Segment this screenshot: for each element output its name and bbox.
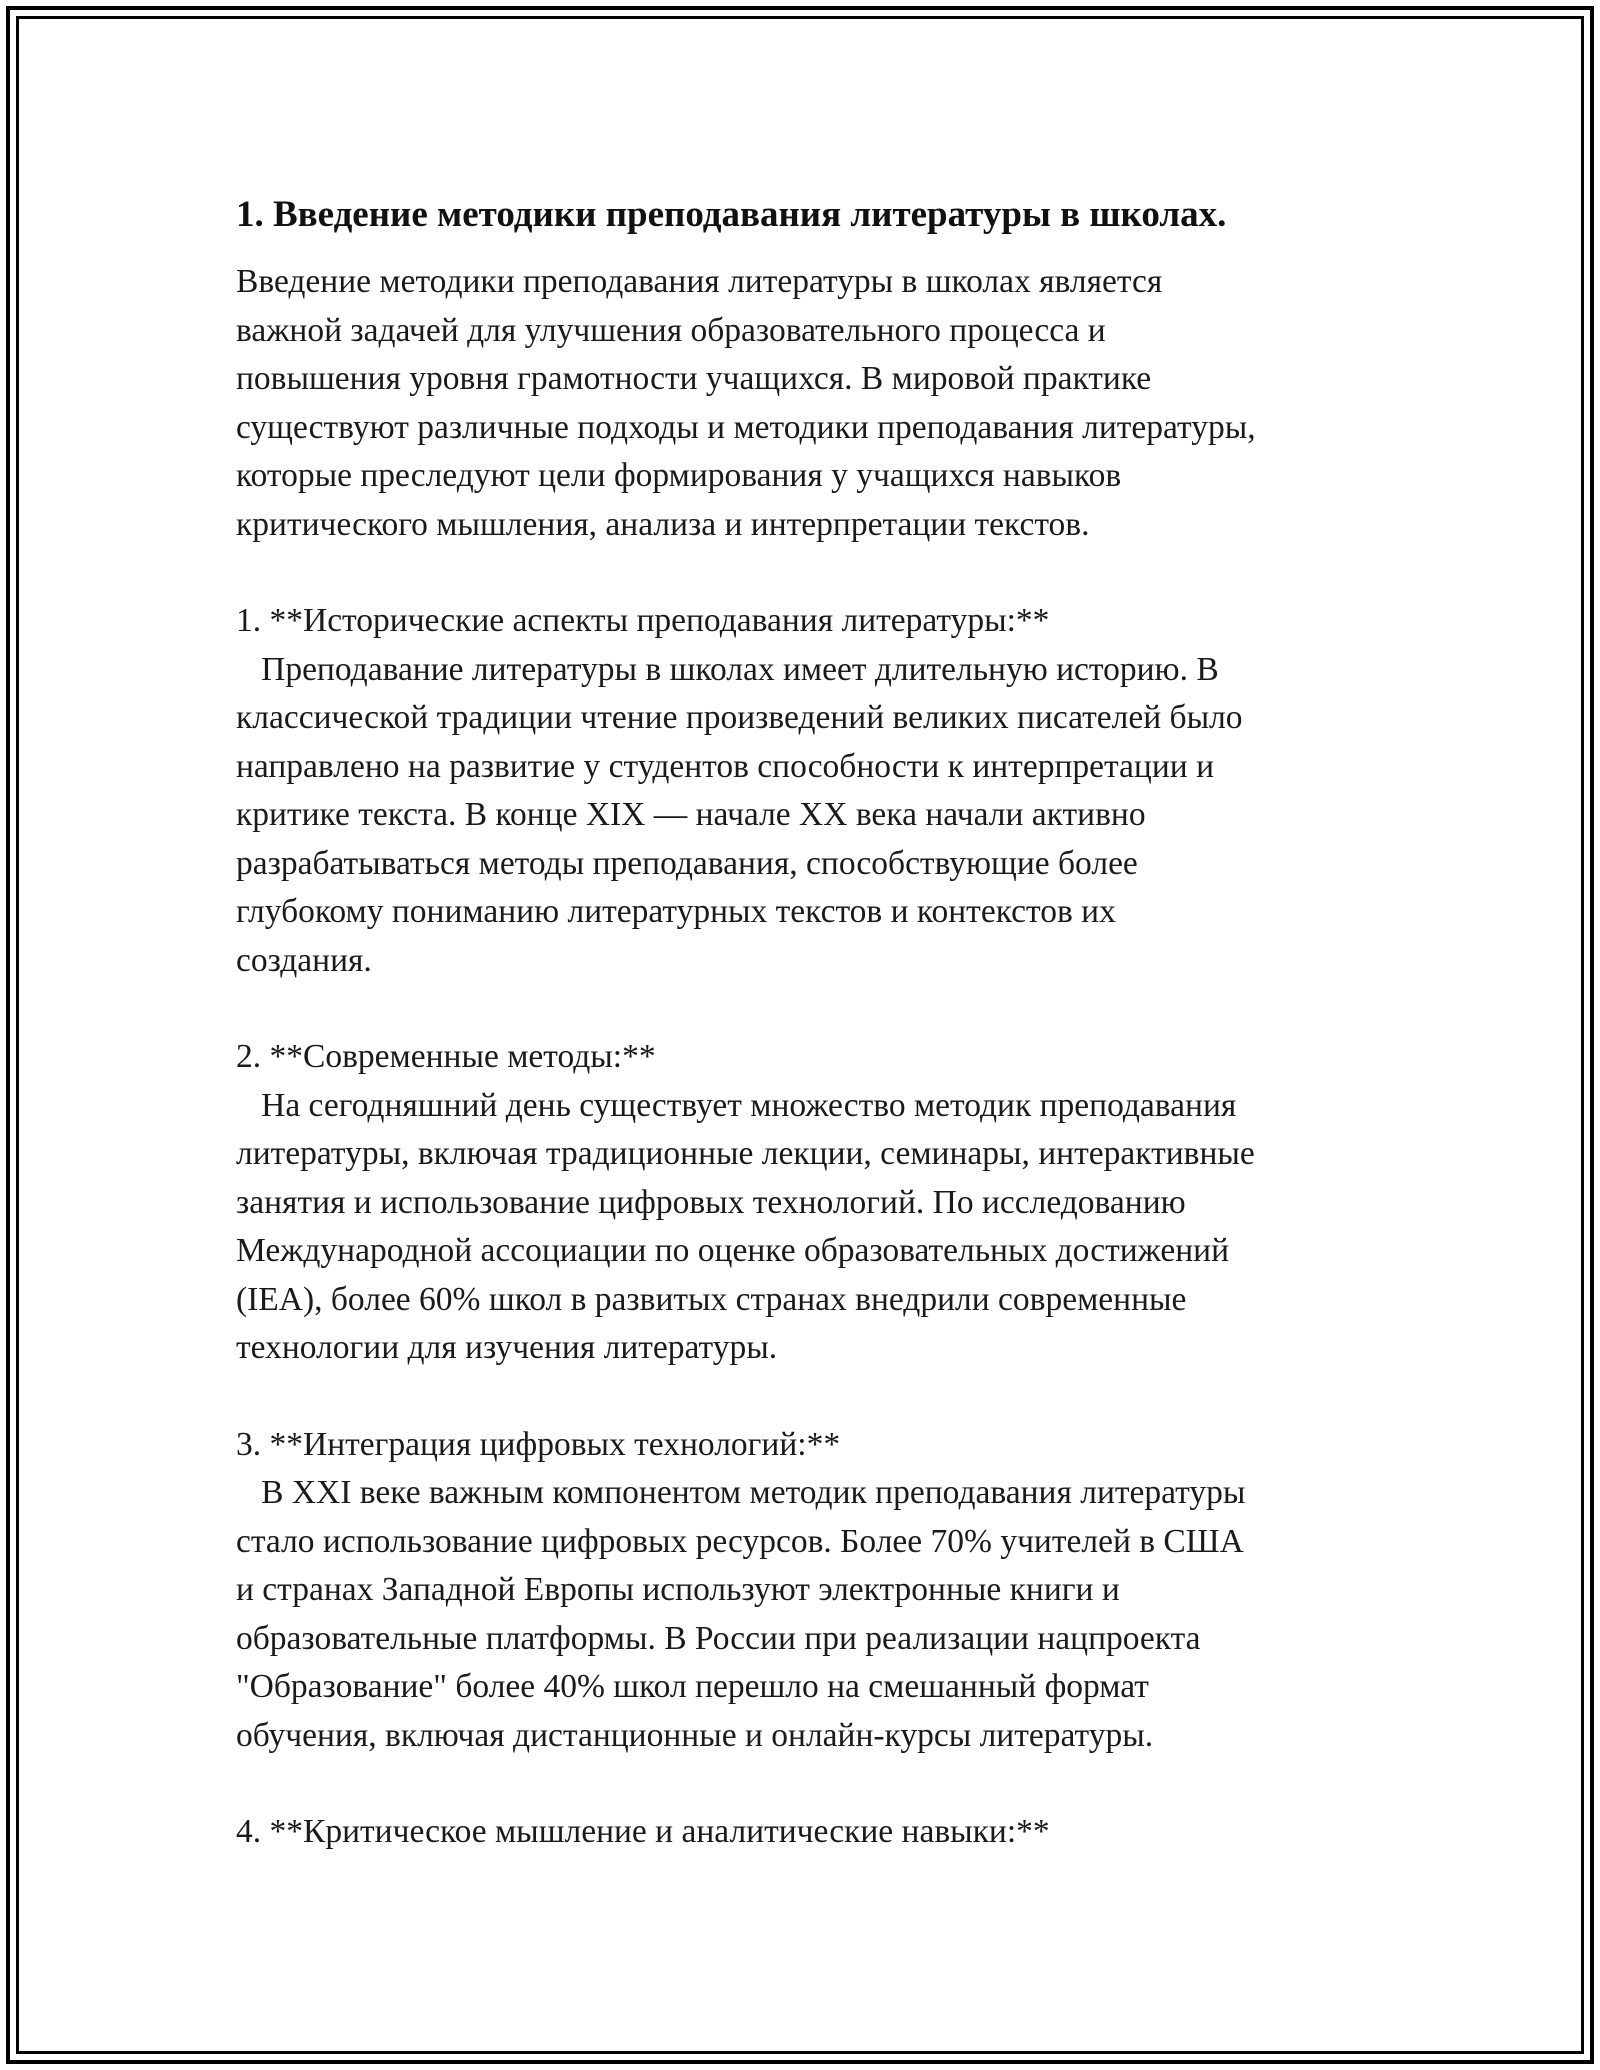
paragraph-gap bbox=[236, 1373, 1386, 1421]
text-line: Введение методики преподавания литературы в школах является bbox=[236, 263, 1163, 300]
text-line: существуют различные подходы и методики преподавания литературы, bbox=[236, 408, 1256, 446]
section-heading: 1. Введение методики преподавания литературы в школах. bbox=[236, 194, 1227, 235]
text-line: которые преследуют цели формирования у учащихся навыков bbox=[236, 457, 1122, 494]
section-title: 2. **Современные методы:** bbox=[236, 1038, 656, 1075]
text-line: технологии для изучения литературы. bbox=[236, 1329, 778, 1366]
text-line: (IEA), более 60% школ в развитых странах внедрили современные bbox=[236, 1280, 1187, 1318]
text-line: важной задачей для улучшения образовательного процесса и bbox=[236, 311, 1106, 349]
text-line: Преподавание литературы в школах имеет длительную историю. В bbox=[236, 650, 1219, 688]
section-title: 1. **Исторические аспекты преподавания литературы:** bbox=[236, 602, 1050, 639]
text-line: литературы, включая традиционные лекции, семинары, интерактивные bbox=[236, 1135, 1255, 1172]
paragraph-gap bbox=[236, 549, 1386, 597]
intro-paragraph bbox=[236, 258, 1386, 549]
text-line: глубокому пониманию литературных текстов и контекстов их bbox=[236, 893, 1116, 930]
text-line: направлено на развитие у студентов способности к интерпретации и bbox=[236, 747, 1214, 785]
text-line: обучения, включая дистанционные и онлайн-курсы литературы. bbox=[236, 1716, 1154, 1754]
section-digital-integration bbox=[236, 1421, 1386, 1761]
document-page bbox=[236, 190, 1386, 1857]
section-modern-methods bbox=[236, 1033, 1386, 1373]
text-line: На сегодняшний день существует множество методик преподавания bbox=[236, 1086, 1237, 1124]
text-line: критике текста. В конце XIX — начале XX века начали активно bbox=[236, 796, 1146, 833]
paragraph-gap bbox=[236, 985, 1386, 1033]
text-line: Международной ассоциации по оценке образовательных достижений bbox=[236, 1232, 1230, 1269]
text-line: разрабатываться методы преподавания, способствующие более bbox=[236, 844, 1138, 882]
text-line: повышения уровня грамотности учащихся. В мировой практике bbox=[236, 360, 1152, 397]
paragraph-gap bbox=[236, 1760, 1386, 1808]
text-line: критического мышления, анализа и интерпретации текстов. bbox=[236, 505, 1090, 543]
text-line: "Образование" более 40% школ перешло на смешанный формат bbox=[236, 1668, 1149, 1705]
section-title: 4. **Критическое мышление и аналитические навыки:** bbox=[236, 1813, 1050, 1850]
text-line: и странах Западной Европы используют электронные книги и bbox=[236, 1571, 1120, 1608]
section-title: 3. **Интеграция цифровых технологий:** bbox=[236, 1425, 841, 1463]
text-line: занятия и использование цифровых технологий. По исследованию bbox=[236, 1183, 1186, 1221]
text-line: классической традиции чтение произведений великих писателей было bbox=[236, 699, 1243, 736]
text-line: создания. bbox=[236, 941, 372, 979]
text-line: В XXI веке важным компонентом методик преподавания литературы bbox=[236, 1474, 1246, 1511]
section-critical-thinking bbox=[236, 1808, 1386, 1857]
section-historical bbox=[236, 597, 1386, 985]
text-line: образовательные платформы. В России при реализации нацпроекта bbox=[236, 1619, 1201, 1657]
text-line: стало использование цифровых ресурсов. Более 70% учителей в США bbox=[236, 1522, 1244, 1560]
